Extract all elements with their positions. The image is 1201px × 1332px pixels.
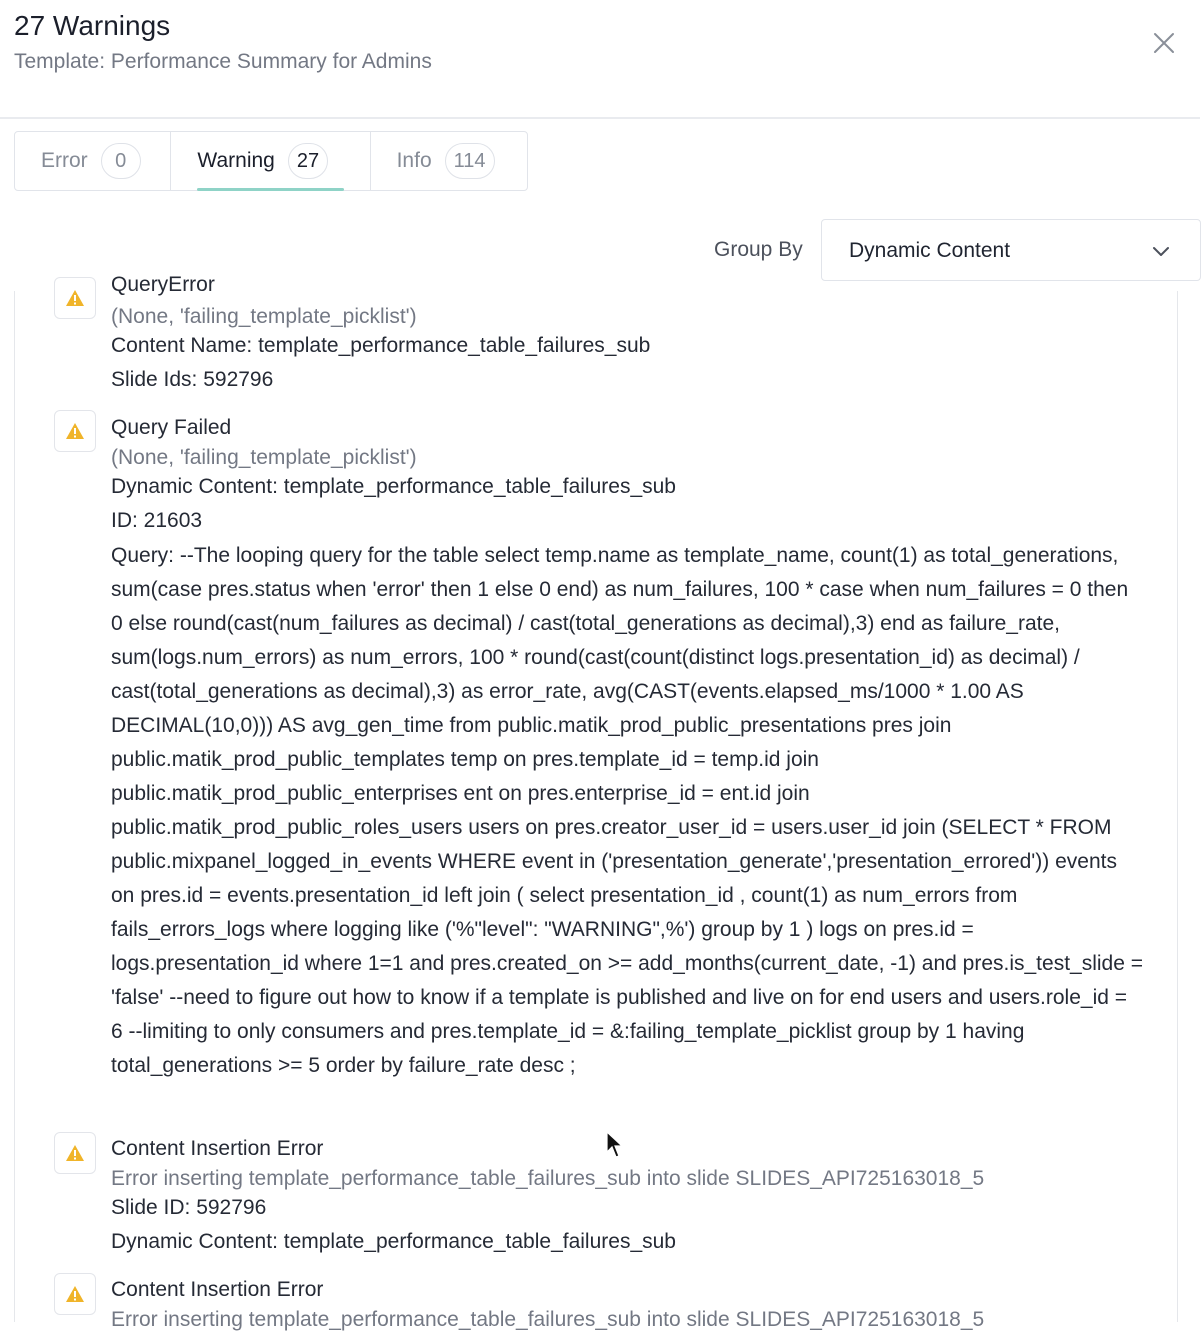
warning-icon <box>65 289 85 307</box>
tab-error-count: 0 <box>101 143 141 179</box>
active-tab-indicator <box>197 188 343 191</box>
dialog-subtitle: Template: Performance Summary for Admins <box>14 50 432 73</box>
tab-error-label: Error <box>41 149 88 172</box>
chevron-down-icon <box>1150 240 1172 262</box>
warning-id: ID: 21603 <box>111 509 203 532</box>
warning-detail: Error inserting template_performance_table_failures_sub into slide SLIDES_API725163018_5 <box>111 1308 985 1331</box>
tab-warning[interactable] <box>170 132 369 190</box>
warning-dynamic-content: Dynamic Content: template_performance_table_failures_sub <box>111 1230 676 1253</box>
warning-icon <box>65 422 85 440</box>
warning-icon <box>65 1144 85 1162</box>
warning-title: QueryError <box>111 273 215 296</box>
warning-detail: (None, 'failing_template_picklist') <box>111 305 417 328</box>
tab-warning-count: 27 <box>288 143 328 179</box>
tab-error[interactable] <box>15 132 170 190</box>
tab-info-count: 114 <box>445 143 495 179</box>
warning-query: Query: --The looping query for the table select temp.name as template_name, count(1) as total_generations, sum(case pres.status when 'error' then 1 else 0 end) as num_failures, 100 * case when num_failures = 0 then 0 else round(cast(num_failures as decimal) / cast(total_generations as decimal),3) end as failure_rate, sum(logs.num_errors) as num_errors, 100 * round(cast(count(distinct logs.presentation_id) as decimal) / cast(total_generations as decimal),3) as error_rate, avg(CAST(events.elapsed_ms/1000 * 1.00 AS DECIMAL(10,0))) AS avg_gen_time from public.matik_prod_public_presentations pres join public.matik_prod_public_templates temp on pres.template_id = temp.id join public.matik_prod_public_enterprises ent on pres.enterprise_id = ent.id join public.matik_prod_public_roles_users users on pres.creator_user_id = users.user_id join (SELECT * FROM public.mixpanel_logged_in_events WHERE event in ('presentation_generate','presentation_errored')) events on pres.id = events.presentation_id left join ( select presentation_id , count(1) as num_errors from fails_errors_logs where logging like ('%"level": "WARNING",%') group by 1 ) logs on pres.id = logs.presentation_id where 1=1 and pres.created_on >= add_months(current_date, -1) and pres.is_test_slide = 'false' --need to figure out how to know if a template is published and live on for end users and users.role_id = 6 --limiting to only consumers and pres.template_id = &:failing_template_picklist group by 1 having total_generations >= 5 order by failure_rate desc ; <box>111 544 1143 1077</box>
tab-warning-label: Warning <box>197 149 275 172</box>
warning-dynamic-content: Dynamic Content: template_performance_table_failures_sub <box>111 475 676 498</box>
dialog-title: 27 Warnings <box>14 10 171 41</box>
warning-slide-ids: Slide Ids: 592796 <box>111 368 274 391</box>
warning-title: Query Failed <box>111 416 232 439</box>
warning-icon-box <box>54 1273 96 1315</box>
tab-info-label: Info <box>396 149 432 172</box>
warning-title: Content Insertion Error <box>111 1137 324 1160</box>
warning-icon <box>65 1285 85 1303</box>
warning-list[interactable] <box>14 273 1178 1331</box>
tab-info[interactable] <box>370 132 527 190</box>
warning-content-name: Content Name: template_performance_table_failures_sub <box>111 334 651 357</box>
group-by-label: Group By <box>714 238 803 261</box>
close-button[interactable] <box>1146 25 1182 61</box>
warning-detail: (None, 'failing_template_picklist') <box>111 446 417 469</box>
close-icon <box>1146 25 1182 61</box>
warning-detail: Error inserting template_performance_table_failures_sub into slide SLIDES_API725163018_5 <box>111 1167 985 1190</box>
warning-icon-box <box>54 1132 96 1174</box>
severity-tabs <box>14 131 528 191</box>
warning-icon-box <box>54 277 96 319</box>
mouse-pointer-icon <box>606 1131 624 1159</box>
warning-title: Content Insertion Error <box>111 1278 324 1301</box>
group-by-value: Dynamic Content <box>849 239 1011 262</box>
dialog-header <box>0 0 1200 119</box>
warning-slide-id: Slide ID: 592796 <box>111 1196 267 1219</box>
group-by-select[interactable] <box>821 219 1201 281</box>
warning-icon-box <box>54 410 96 452</box>
